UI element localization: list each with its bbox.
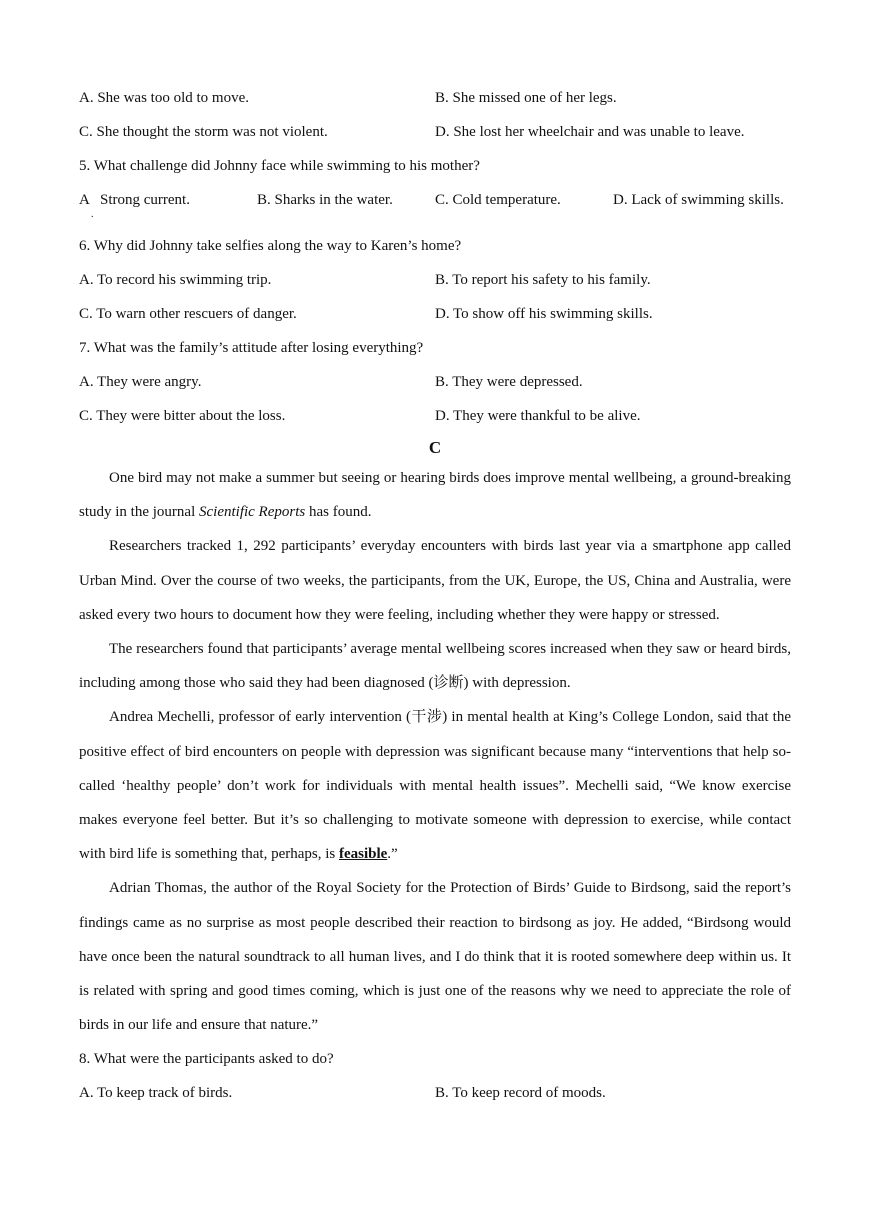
q7-option-a: A. They were angry. bbox=[79, 374, 202, 390]
q4-option-b: B. She missed one of her legs. bbox=[435, 90, 617, 106]
q4-option-c: C. She thought the storm was not violent. bbox=[79, 124, 328, 140]
passage-c bbox=[79, 461, 791, 1042]
q6-option-b: B. To report his safety to his family. bbox=[435, 272, 651, 288]
q6-option-a: A. To record his swimming trip. bbox=[79, 272, 272, 288]
q5-option-b: B. Sharks in the water. bbox=[257, 192, 393, 208]
q4-option-d: D. She lost her wheelchair and was unable to leave. bbox=[435, 124, 745, 140]
paragraph-5: Adrian Thomas, the author of the Royal Society for the Protection of Birds’ Guide to Birdsong, said the report’s findings came as no surprise as most people described their reaction to birdsong as joy. He added, “Birdsong would have once been the natural soundtrack to all human lives, and I do think that it is rooted somewhere deep within us. It is related with spring and good times coming, which is just one of the reasons why we need to appreciate the role of birds in our life and ensure that nature.” bbox=[79, 880, 791, 1034]
paragraph-2: Researchers tracked 1, 292 participants’ everyday encounters with birds last year via a smartphone app called Urban Mind. Over the course of two weeks, the participants, from the UK, Europe, the US, China and Australia, were asked every two hours to document how they were feeling, including whether they were happy or stressed. bbox=[79, 538, 791, 623]
q5-option-a: Strong current. bbox=[100, 192, 190, 208]
q7-question: 7. What was the family’s attitude after losing everything? bbox=[79, 340, 424, 356]
paragraph-4-end: .” bbox=[387, 846, 398, 863]
paragraph-1-text: One bird may not make a summer but seeing or hearing birds does improve mental wellbeing, a ground-breaking study in the journal bbox=[79, 470, 791, 521]
q6-option-d: D. To show off his swimming skills. bbox=[435, 306, 653, 322]
q8-option-b: B. To keep record of moods. bbox=[435, 1085, 606, 1101]
q8-question: 8. What were the participants asked to do? bbox=[79, 1051, 334, 1067]
section-heading: C bbox=[428, 438, 442, 457]
q7-option-b: B. They were depressed. bbox=[435, 374, 583, 390]
q5-option-c: C. Cold temperature. bbox=[435, 192, 561, 208]
q5-option-a-letter: A bbox=[79, 192, 90, 208]
q7-option-c: C. They were bitter about the loss. bbox=[79, 408, 286, 424]
journal-name: Scientific Reports bbox=[199, 504, 306, 521]
stray-dot: . bbox=[91, 209, 94, 220]
keyword-feasible: feasible bbox=[338, 846, 388, 863]
paragraph-1-end: has found. bbox=[305, 504, 372, 521]
q5-option-d: D. Lack of swimming skills. bbox=[613, 192, 784, 208]
paragraph-1 bbox=[79, 461, 791, 529]
q4-option-a: A. She was too old to move. bbox=[79, 90, 249, 106]
q8-option-a: A. To keep track of birds. bbox=[79, 1085, 233, 1101]
q7-option-d: D. They were thankful to be alive. bbox=[435, 408, 641, 424]
paragraph-3: The researchers found that participants’ average mental wellbeing scores increased when they saw or heard birds, including among those who said they had been diagnosed (诊断) with depression. bbox=[79, 641, 791, 692]
q6-question: 6. Why did Johnny take selfies along the way to Karen’s home? bbox=[79, 238, 462, 254]
q5-question: 5. What challenge did Johnny face while swimming to his mother? bbox=[79, 158, 480, 174]
q6-option-c: C. To warn other rescuers of danger. bbox=[79, 306, 297, 322]
paragraph-4 bbox=[79, 700, 791, 871]
paragraph-4-text: Andrea Mechelli, professor of early intervention (干涉) in mental health at King’s College London, said that the positive effect of bird encounters on people with depression was significant because many “interventions that help so-called ‘healthy people’ don’t work for individuals with mental health issues”. Mechelli said, “We know exercise makes everyone feel better. But it’s so challenging to motivate someone with depression to exercise, while contact with bird life is something that, perhaps, is bbox=[79, 709, 791, 863]
